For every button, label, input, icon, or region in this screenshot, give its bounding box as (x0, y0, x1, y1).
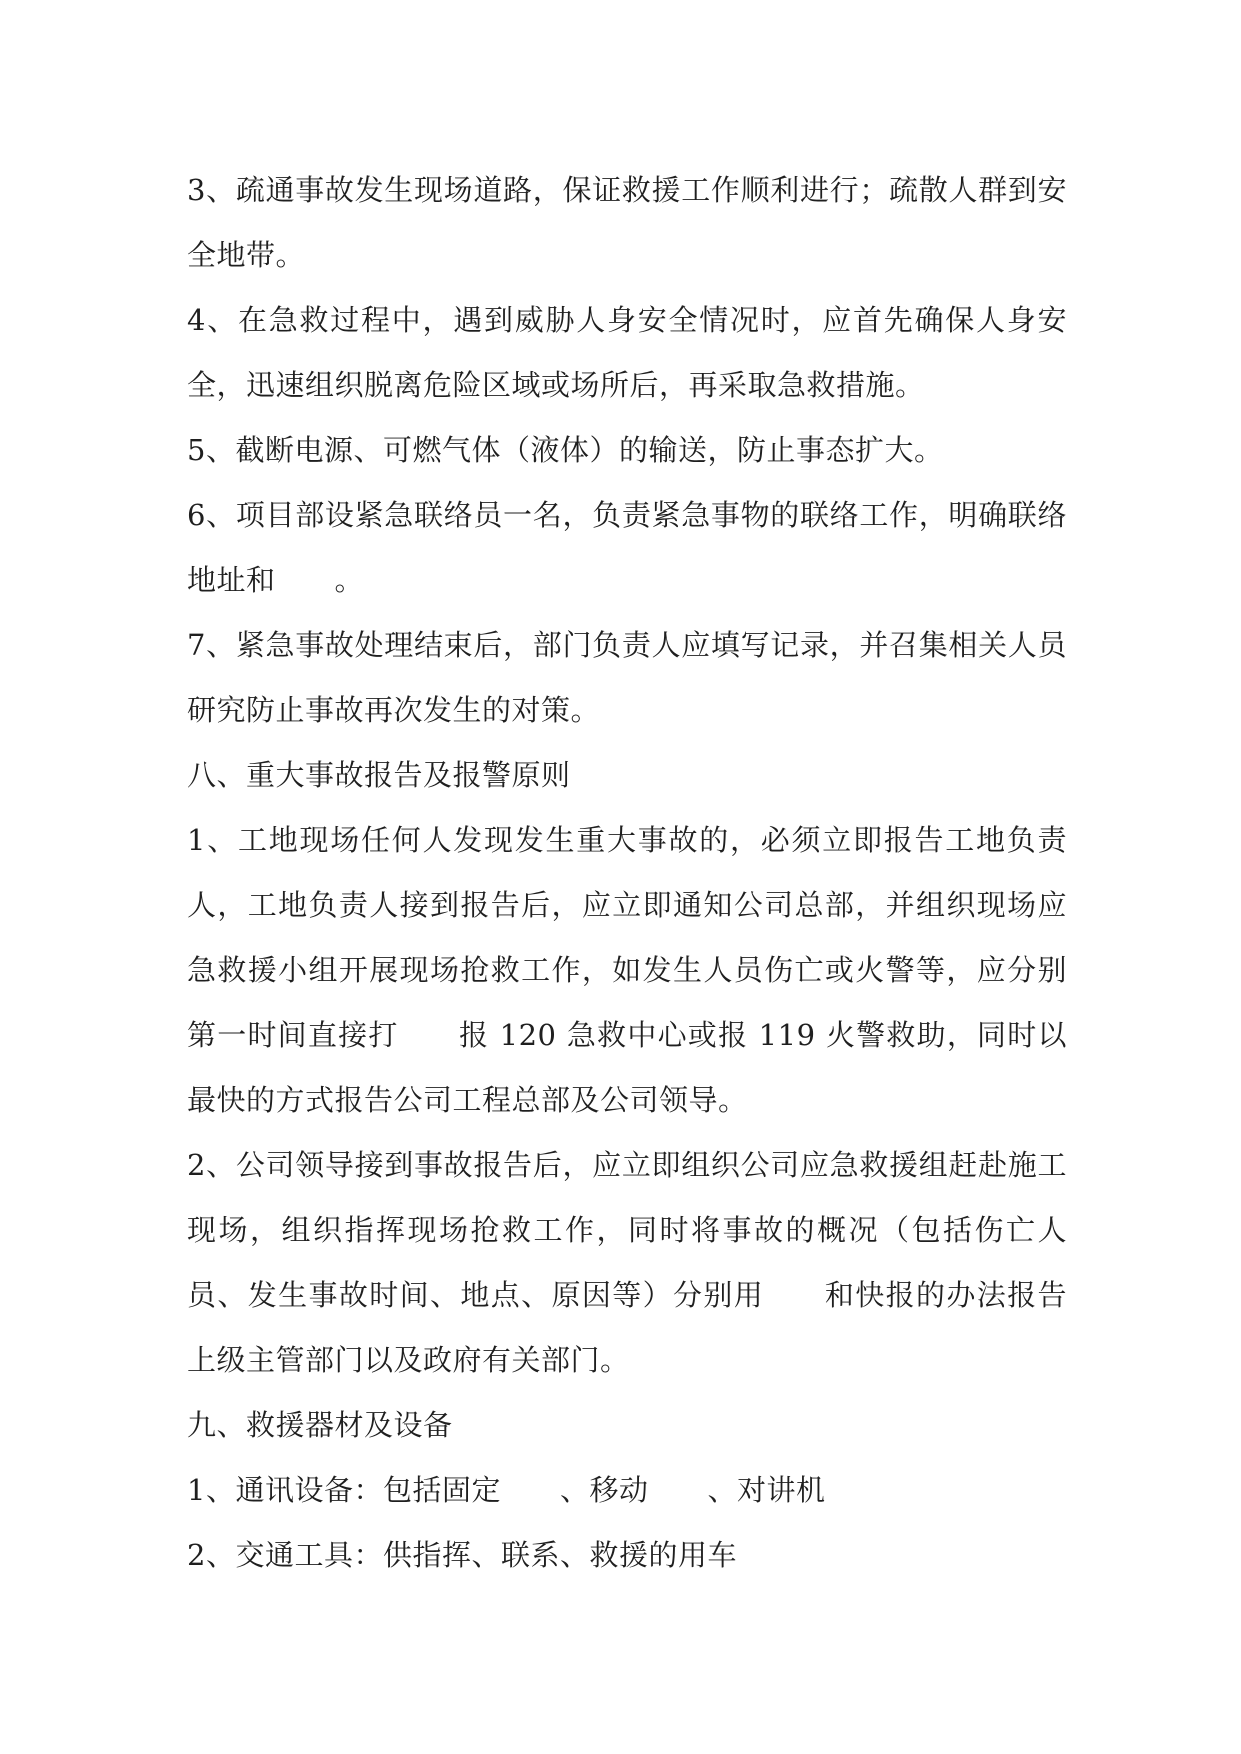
paragraph-item-8-2-leadership-report: 2、公司领导接到事故报告后，应立即组织公司应急救援组赶赴施工现场，组织指挥现场抢救工作，同时将事故的概况（包括伤亡人员、发生事故时间、地点、原因等）分别用 和快报的办法报告上级主管部门以及政府有关部门。 (187, 1148, 1067, 1377)
paragraph-item-6-emergency-liaison: 6、项目部设紧急联络员一名，负责紧急事物的联络工作，明确联络地址和 。 (187, 498, 1067, 597)
section-heading-9-equipment: 九、救援器材及设备 (187, 1408, 453, 1442)
paragraph-item-9-2-transport: 2、交通工具：供指挥、联系、救援的用车 (187, 1538, 737, 1572)
paragraph-item-7-post-incident: 7、紧急事故处理结束后，部门负责人应填写记录，并召集相关人员研究防止事故再次发生的对策。 (187, 628, 1067, 727)
paragraph-item-3-road-clearing: 3、疏通事故发生现场道路，保证救援工作顺利进行；疏散人群到安全地带。 (187, 173, 1067, 272)
paragraph-item-5-cut-power: 5、截断电源、可燃气体（液体）的输送，防止事态扩大。 (187, 433, 944, 467)
paragraph-item-8-1-site-report: 1、工地现场任何人发现发生重大事故的，必须立即报告工地负责人，工地负责人接到报告后，应立即通知公司总部，并组织现场应急救援小组开展现场抢救工作，如发生人员伤亡或火警等，应分别第一时间直接打 报 120 急救中心或报 119 火警救助，同时以最快的方式报告公司工程总部及公司领导。 (187, 823, 1067, 1117)
document-body (187, 158, 1067, 1588)
paragraph-item-9-1-communication: 1、通讯设备：包括固定 、移动 、对讲机 (187, 1473, 826, 1507)
paragraph-item-4-personal-safety: 4、在急救过程中，遇到威胁人身安全情况时，应首先确保人身安全，迅速组织脱离危险区域或场所后，再采取急救措施。 (187, 303, 1067, 402)
section-heading-8-reporting: 八、重大事故报告及报警原则 (187, 758, 571, 792)
